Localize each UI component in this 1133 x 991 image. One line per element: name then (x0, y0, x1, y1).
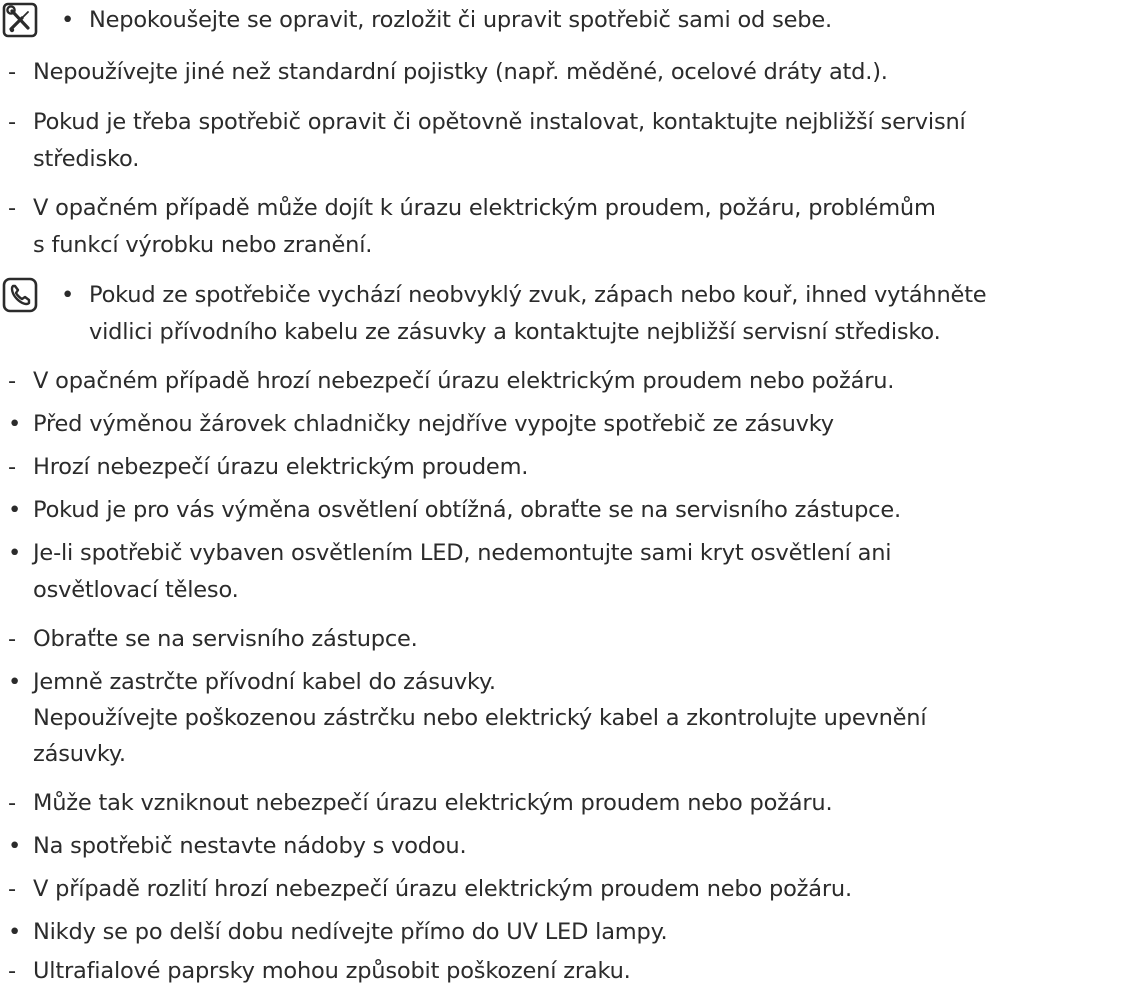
dash-marker: - (8, 109, 16, 135)
instruction-text: Nepoužívejte poškozenou zástrčku nebo elektrický kabel a zkontrolujte upevnění (33, 705, 927, 731)
dash-marker: - (8, 368, 16, 394)
instruction-text: zásuvky. (33, 741, 126, 767)
instruction-text: Nepoužívejte jiné než standardní pojistky (např. měděné, ocelové dráty atd.). (33, 59, 888, 85)
dash-marker: - (8, 958, 16, 984)
bullet-marker: • (8, 669, 22, 695)
instruction-text: Hrozí nebezpečí úrazu elektrickým proudem. (33, 454, 529, 480)
instruction-text: V případě rozlití hrozí nebezpečí úrazu elektrickým proudem nebo požáru. (33, 876, 852, 902)
dash-marker: - (8, 876, 16, 902)
dash-marker: - (8, 59, 16, 85)
bullet-marker: • (61, 282, 75, 308)
bullet-marker: • (8, 411, 22, 437)
instruction-text: Obraťte se na servisního zástupce. (33, 626, 418, 652)
instruction-text: Nikdy se po delší dobu nedívejte přímo do UV LED lampy. (33, 919, 668, 945)
instruction-text: V opačném případě hrozí nebezpečí úrazu elektrickým proudem nebo požáru. (33, 368, 895, 394)
dash-marker: - (8, 790, 16, 816)
phone-contact-icon (2, 277, 38, 313)
instruction-text: Na spotřebič nestavte nádoby s vodou. (33, 833, 467, 859)
instruction-text: V opačném případě může dojít k úrazu elektrickým proudem, požáru, problémům (33, 195, 936, 221)
no-disassemble-icon (2, 2, 38, 38)
instruction-text: Může tak vzniknout nebezpečí úrazu elektrickým proudem nebo požáru. (33, 790, 833, 816)
bullet-marker: • (61, 7, 75, 33)
instruction-text: vidlici přívodního kabelu ze zásuvky a kontaktujte nejbližší servisní středisko. (89, 319, 941, 345)
dash-marker: - (8, 626, 16, 652)
instruction-text: Pokud je třeba spotřebič opravit či opětovně instalovat, kontaktujte nejbližší servisní (33, 109, 966, 135)
bullet-marker: • (8, 919, 22, 945)
instruction-text: Je-li spotřebič vybaven osvětlením LED, nedemontujte sami kryt osvětlení ani (33, 540, 892, 566)
instruction-text: Pokud je pro vás výměna osvětlení obtížná, obraťte se na servisního zástupce. (33, 497, 901, 523)
instruction-text: Pokud ze spotřebiče vychází neobvyklý zvuk, zápach nebo kouř, ihned vytáhněte (89, 282, 987, 308)
instruction-text: středisko. (33, 146, 140, 172)
bullet-marker: • (8, 833, 22, 859)
instruction-text: Jemně zastrčte přívodní kabel do zásuvky. (33, 669, 496, 695)
dash-marker: - (8, 454, 16, 480)
instruction-text: Nepokoušejte se opravit, rozložit či upravit spotřebič sami od sebe. (89, 7, 832, 33)
instruction-text: s funkcí výrobku nebo zranění. (33, 232, 373, 258)
bullet-marker: • (8, 540, 22, 566)
instruction-text: Před výměnou žárovek chladničky nejdříve vypojte spotřebič ze zásuvky (33, 411, 834, 437)
dash-marker: - (8, 195, 16, 221)
instruction-text: osvětlovací těleso. (33, 577, 239, 603)
bullet-marker: • (8, 497, 22, 523)
instruction-text: Ultrafialové paprsky mohou způsobit poškození zraku. (33, 958, 631, 984)
